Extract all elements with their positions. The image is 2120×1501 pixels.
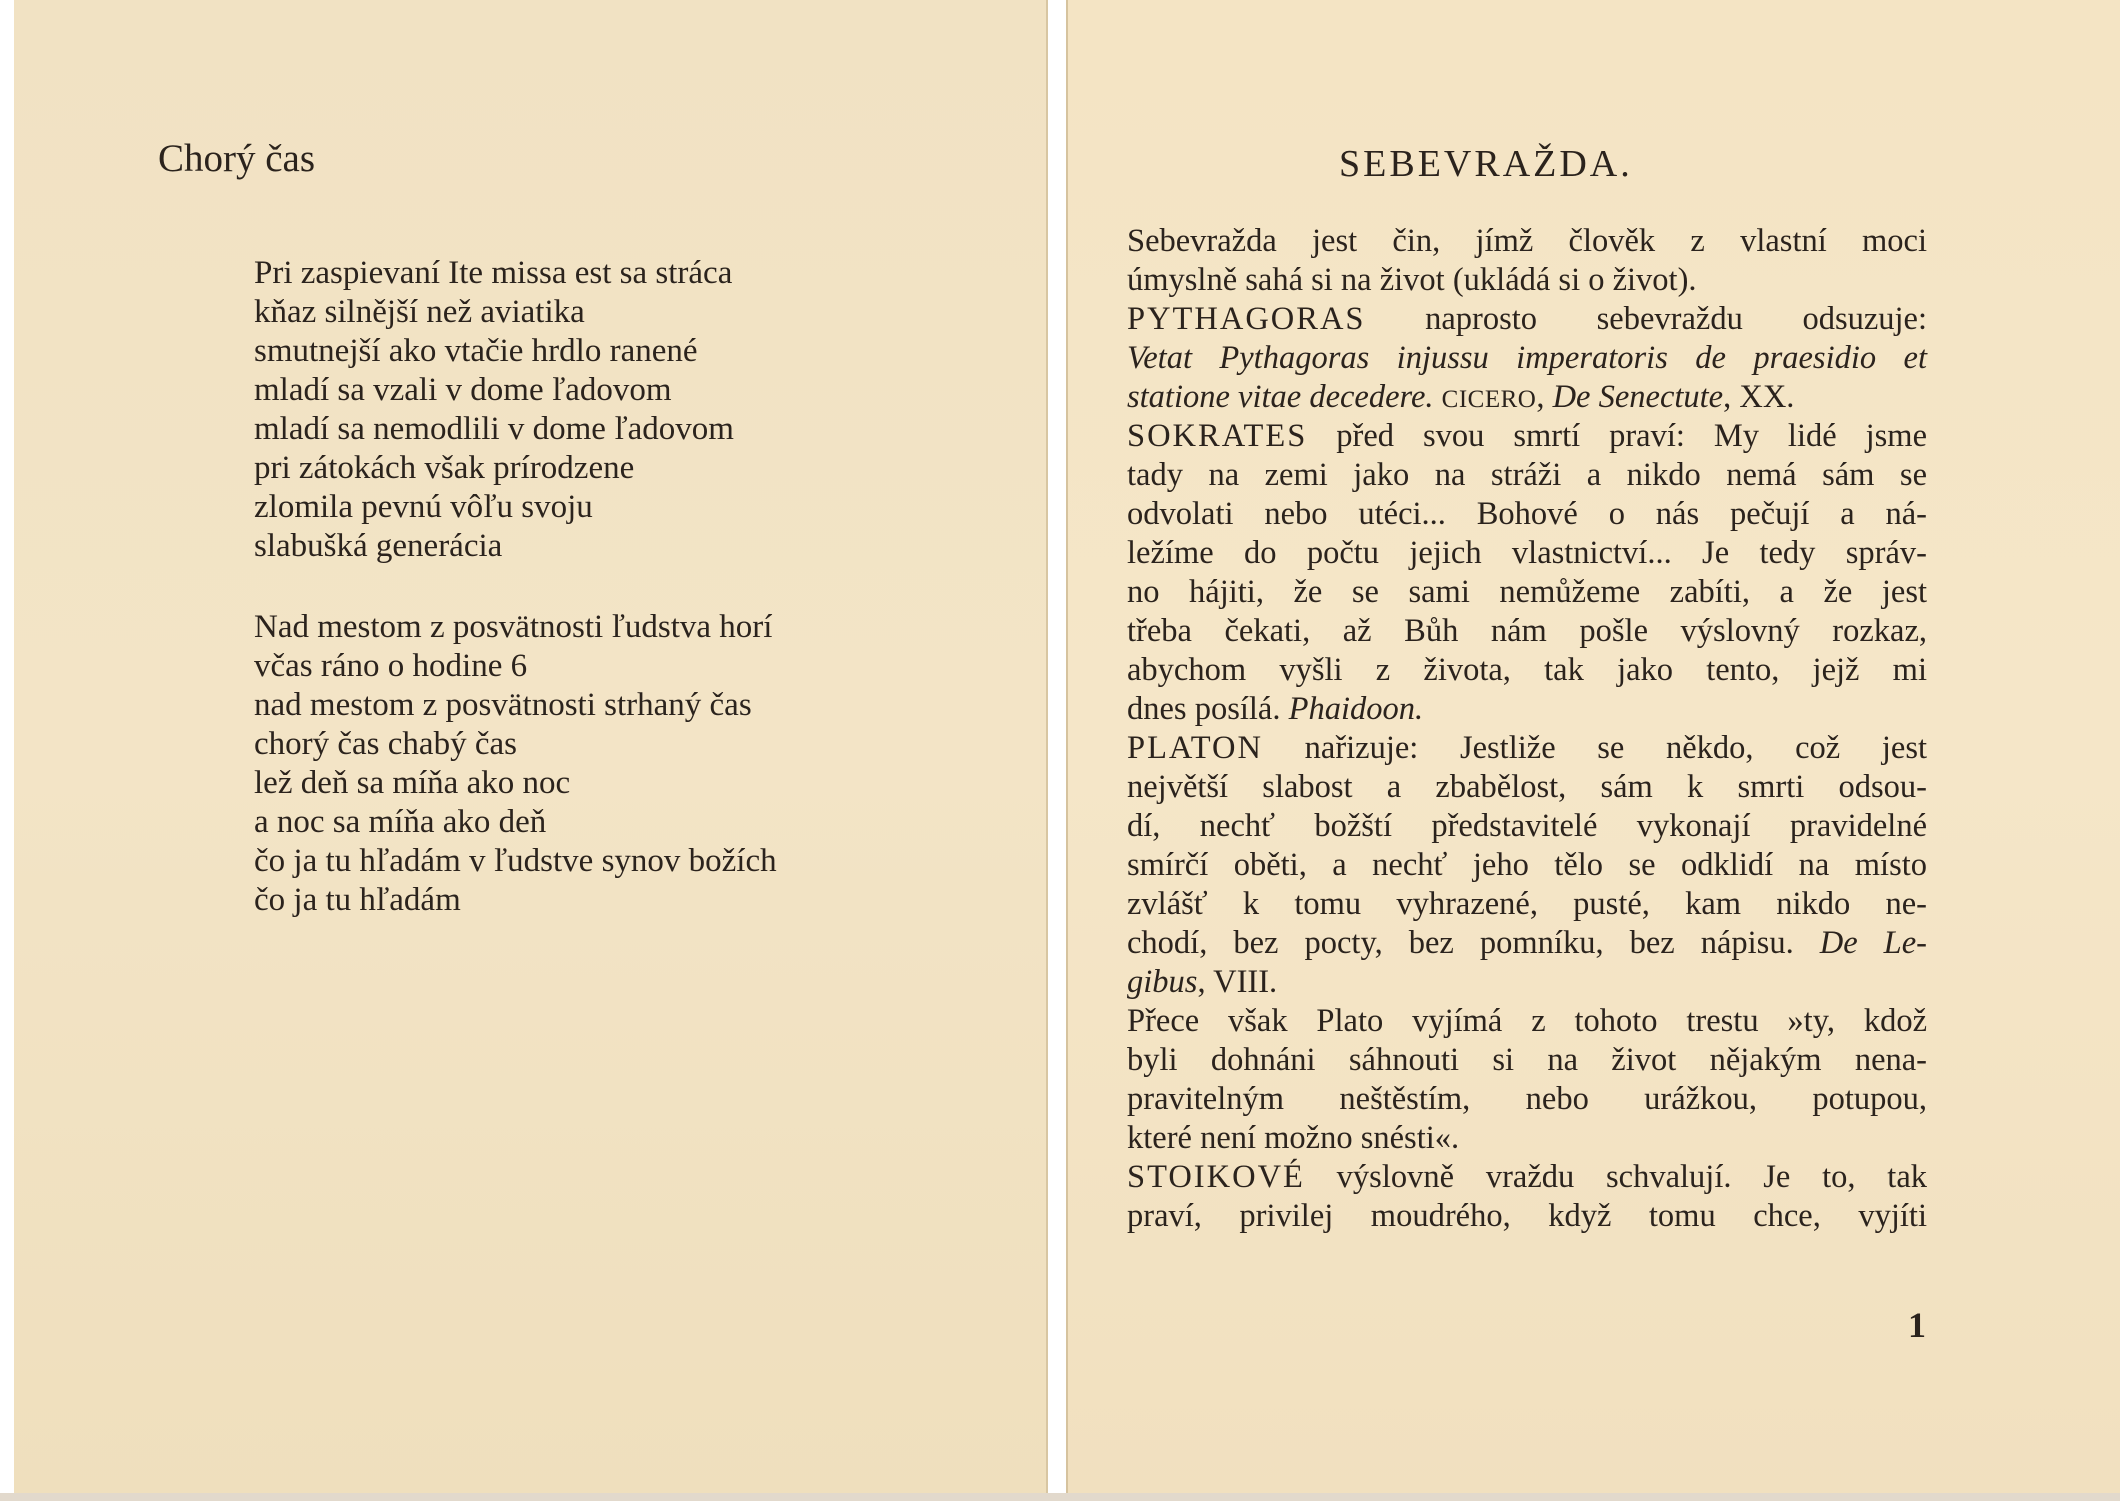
poem-line: Pri zaspievaní Ite missa est sa strácа (254, 255, 733, 291)
poem-line: pri zátokách však prírodzene (254, 450, 635, 486)
prose-line: které není možno snésti«. (1127, 1120, 1460, 1156)
prose-line: byli dohnáni sáhnouti si na život nějakým nena- (1127, 1042, 1927, 1078)
prose-body (1127, 222, 1927, 1236)
prose-line: odvolati nebo utéci... Bohové o nás pečují a ná- (1127, 496, 1927, 532)
prose-line: největší slabost a zbabělost, sám k smrti odsou- (1127, 769, 1927, 805)
prose-line: úmyslně sahá si na život (ukládá si o život). (1127, 262, 1697, 298)
prose-line: statione vitae decedere. CICERO, De Senectute, XX. (1127, 379, 1795, 415)
prose-line: ležíme do počtu jejich vlastnictví... Je tedy správ- (1127, 535, 1927, 571)
prose-line: PYTHAGORAS naprosto sebevraždu odsuzuje: (1127, 301, 1927, 337)
page-number: 1 (1908, 1305, 1926, 1345)
scan-edge (0, 1493, 2120, 1501)
prose-line: Vetat Pythagoras injussu imperatoris de praesidio et (1127, 340, 1927, 376)
poem-line: nad mestom z posvätnosti strhaný čas (254, 687, 752, 723)
prose-line: zvlášť k tomu vyhrazené, pusté, kam nikdo ne- (1127, 886, 1927, 922)
prose-line: PLATON nařizuje: Jestliže se někdo, což jest (1127, 730, 1927, 766)
prose-line: no hájiti, že se sami nemůžeme zabíti, a že jest (1127, 574, 1927, 610)
poem-line: čo ja tu hľadám (254, 882, 461, 918)
poem-line: chorý čas chabý čas (254, 726, 517, 762)
poem-line: zlomila pevnú vôľu svoju (254, 489, 593, 525)
poem-line: a noc sa míňa ako deň (254, 804, 547, 840)
prose-line: chodí, bez pocty, bez pomníku, bez nápisu. De Le- (1127, 925, 1928, 961)
poem-line: kňaz silnější než aviatika (254, 294, 585, 330)
poem-line: lež deň sa míňa ako noc (254, 765, 571, 801)
prose-line: tady na zemi jako na stráži a nikdo nemá sám se (1127, 457, 1927, 493)
prose-line: praví, privilej moudrého, když tomu chce, vyjíti (1127, 1198, 1927, 1234)
chapter-title: SEBEVRAŽDA. (1339, 143, 1633, 185)
poem-title: Chorý čas (158, 137, 316, 180)
poem-line: Nad mestom z posvätnosti ľudstva horí (254, 609, 773, 645)
poem-line: čo ja tu hľadám v ľudstve synov božích (254, 843, 777, 879)
poem-stanza-1 (254, 254, 974, 566)
prose-line: dnes posílá. Phaidoon. (1127, 691, 1424, 727)
prose-line: třeba čekati, až Bůh nám pošle výslovný rozkaz, (1127, 613, 1927, 649)
poem-line: slabušká generácia (254, 528, 503, 564)
prose-line: pravitelným neštěstím, nebo urážkou, potupou, (1127, 1081, 1927, 1117)
book-gutter (1048, 0, 1066, 1501)
prose-line: Přece však Plato vyjímá z tohoto trestu »ty, kdož (1127, 1003, 1927, 1039)
prose-line: abychom vyšli z života, tak jako tento, jejž mi (1127, 652, 1927, 688)
prose-line: smírčí oběti, a nechť jeho tělo se odklidí na místo (1127, 847, 1927, 883)
prose-line: STOIKOVÉ výslovně vraždu schvalují. Je to, tak (1127, 1159, 1927, 1195)
poem-line: mladí sa nemodlili v dome ľadovom (254, 411, 734, 447)
prose-line: SOKRATES před svou smrtí praví: My lidé jsme (1127, 418, 1927, 454)
poem-line: mladí sa vzali v dome ľadovom (254, 372, 672, 408)
prose-line: Sebevražda jest čin, jímž člověk z vlastní moci (1127, 223, 1927, 259)
prose-line: gibus, VIII. (1127, 964, 1278, 1000)
poem-line: smutnejší ako vtačie hrdlo ranené (254, 333, 698, 369)
poem-stanza-2 (254, 608, 974, 920)
prose-line: dí, nechť božští představitelé vykonají pravidelné (1127, 808, 1927, 844)
poem-line: včas ráno o hodine 6 (254, 648, 528, 684)
